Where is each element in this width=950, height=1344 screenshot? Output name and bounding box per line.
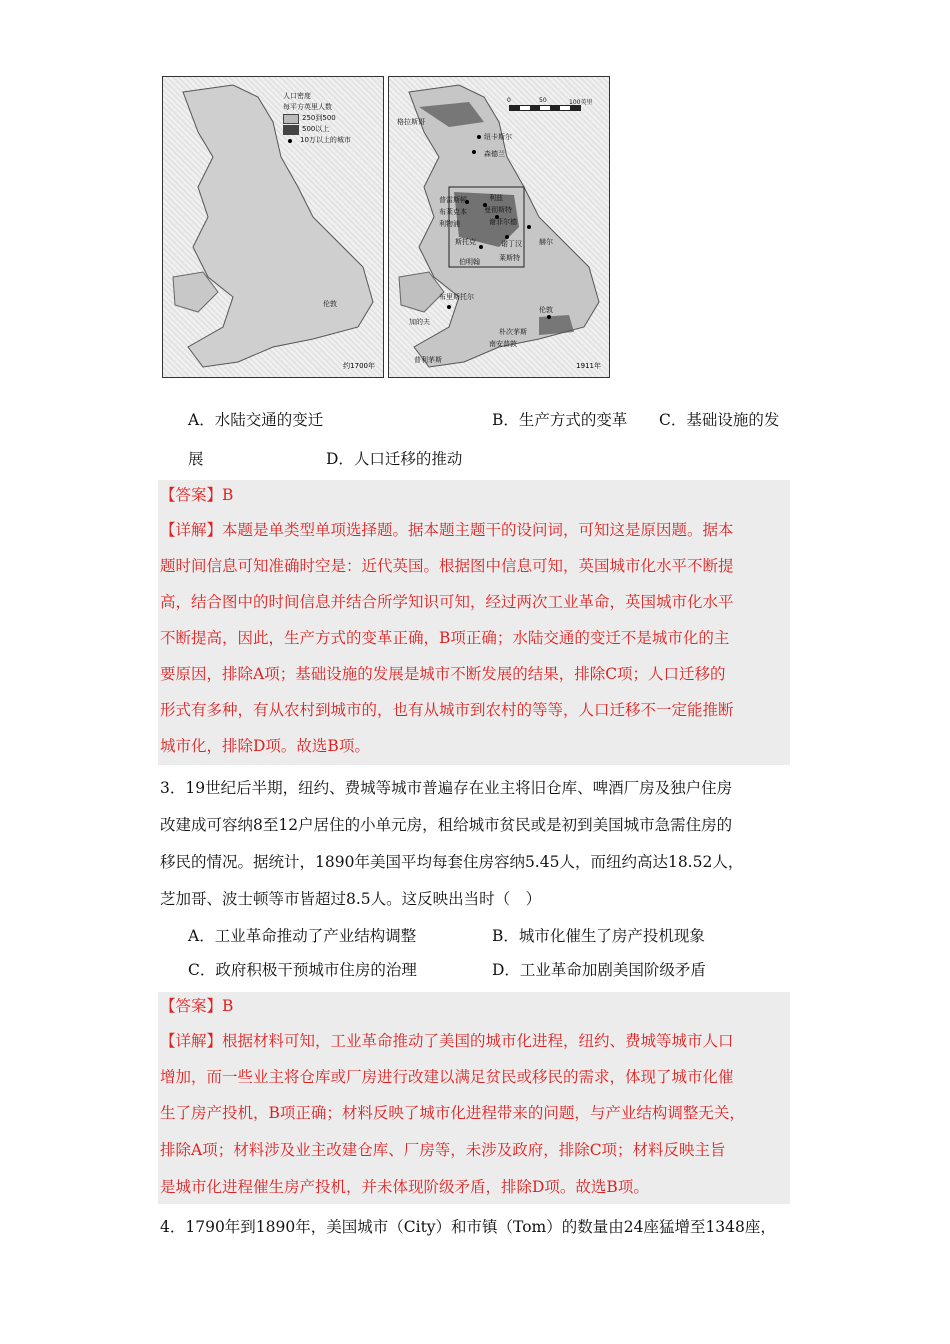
- map-city-label: 布里斯托尔: [439, 293, 474, 301]
- scale-label-50: 50: [539, 97, 547, 104]
- scale-label-0: 0: [507, 97, 511, 104]
- map-city-label: 布莱克本: [439, 208, 467, 216]
- map-city-label: 利物浦: [439, 220, 460, 228]
- map-city-label: 南安普敦: [489, 340, 517, 348]
- q3-option-d: D．工业革命加剧美国阶级矛盾: [492, 961, 706, 979]
- legend-row-city: [283, 135, 351, 146]
- map-city-label: 曼彻斯特: [484, 206, 512, 214]
- map-city-label: 诺丁汉: [501, 240, 522, 248]
- q4-stem-line: 4．1790年到1890年，美国城市（City）和市镇（Tom）的数量由24座猛增至1348座，: [160, 1218, 776, 1236]
- q2-explain-line: 不断提高，因此，生产方式的变革正确，B项正确；水陆交通的变迁不是城市化的主: [160, 629, 730, 647]
- light-swatch-icon: [283, 114, 299, 124]
- q3-stem-line: 3．19世纪后半期，纽约、费城等城市普遍存在业主将旧仓库、啤酒厂房及独户住房: [160, 779, 733, 797]
- map-city-label: 朴次茅斯: [499, 328, 527, 336]
- city-dot-icon: [288, 139, 292, 143]
- q3-explain-line: 增加，而一些业主将仓库或厂房进行改建以满足贫民或移民的需求，体现了城市化催: [160, 1068, 734, 1086]
- map-city-label: 莱斯特: [499, 254, 520, 262]
- map-year-label: 1911年: [576, 362, 601, 370]
- q3-explain-line: 排除A项；材料涉及业主改建仓库、厂房等，未涉及政府，排除C项；材料反映主旨: [160, 1141, 726, 1159]
- legend-subtitle: 每平方英里人数: [283, 103, 332, 111]
- q2-explain-line: 形式有多种，有从农村到城市的，也有从城市到农村的等等，人口迁移不一定能推断: [160, 701, 734, 719]
- map-1911: [388, 76, 610, 378]
- q3-option-a: A．工业革命推动了产业结构调整: [188, 927, 417, 945]
- q2-explain-line: 城市化，排除D项。故选B项。: [160, 737, 370, 755]
- q3-stem-line: 芝加哥、波士顿等市皆超过8.5人。这反映出当时（ ）: [160, 890, 542, 908]
- q2-option-c-continued: 展: [188, 450, 204, 468]
- map-city-label: 伯明翰: [459, 258, 480, 266]
- map-city-label: 纽卡斯尔: [484, 133, 512, 141]
- map-city-label: 普雷斯顿: [439, 196, 467, 204]
- q3-explain-line: 生了房产投机，B项正确；材料反映了城市化进程带来的问题，与产业结构调整无关，: [160, 1104, 745, 1122]
- q2-option-c: C．基础设施的发: [659, 411, 780, 429]
- map-legend: [283, 91, 351, 146]
- q3-explain-line: 是城市化进程催生房产投机，并未体现阶级矛盾，排除D项。故选B项。: [160, 1178, 649, 1196]
- map-city-label: 斯托克: [455, 238, 476, 246]
- map-year-label: 约1700年: [343, 362, 375, 370]
- q3-answer-block: [158, 992, 790, 1204]
- q2-explain-line: 高，结合图中的时间信息并结合所学知识可知，经过两次工业革命，英国城市化水平: [160, 593, 734, 611]
- q3-option-b: B．城市化催生了房产投机现象: [492, 927, 705, 945]
- q3-stem-line: 移民的情况。据统计，1890年美国平均每套住房容纳5.45人，而纽约高达18.52人，: [160, 853, 744, 871]
- map-city-label: 森德兰: [484, 150, 505, 158]
- map-city-label: 普利茅斯: [414, 356, 442, 364]
- legend-city-label: 10万以上的城市: [300, 136, 351, 144]
- legend-light-label: 250到500: [302, 114, 336, 122]
- legend-title: 人口密度: [283, 92, 311, 100]
- q2-option-d: D．人口迁移的推动: [326, 450, 463, 468]
- q3-stem-line: 改建成可容纳8至12户居住的小单元房，租给城市贫民或是初到美国城市急需住房的: [160, 816, 733, 834]
- q2-explain-line: 题时间信息可知准确时空是：近代英国。根据图中信息可知，英国城市化水平不断提: [160, 557, 734, 575]
- dark-swatch-icon: [283, 125, 299, 135]
- england-population-maps: [158, 72, 608, 380]
- q2-explain-line: 【详解】本题是单类型单项选择题。据本题主题干的设问词，可知这是原因题。据本: [160, 521, 734, 539]
- q2-option-b: B．生产方式的变革: [492, 411, 628, 429]
- q3-option-c: C．政府积极干预城市住房的治理: [188, 961, 417, 979]
- map-1700: [162, 76, 384, 378]
- q2-explain-line: 要原因，排除A项；基础设施的发展是城市不断发展的结果，排除C项；人口迁移的: [160, 665, 726, 683]
- map-city-label: 伦敦: [539, 306, 553, 314]
- q2-answer: 【答案】B: [160, 486, 234, 504]
- legend-dark-label: 500以上: [302, 125, 330, 133]
- map-city-label: 伦敦: [323, 300, 337, 308]
- legend-row-dark: [283, 124, 351, 135]
- map-city-label: 谢菲尔德: [489, 218, 517, 226]
- legend-row-light: [283, 113, 351, 124]
- map-city-label: 格拉斯哥: [397, 118, 425, 126]
- map-city-label: 赫尔: [539, 238, 553, 246]
- map-city-label: 利兹: [489, 194, 503, 202]
- q3-answer: 【答案】B: [160, 997, 234, 1015]
- q3-explain-line: 【详解】根据材料可知，工业革命推动了美国的城市化进程，纽约、费城等城市人口: [160, 1032, 734, 1050]
- map-city-label: 加的夫: [409, 318, 430, 326]
- scale-label-100: 100英里: [569, 99, 593, 106]
- q2-option-a: A．水陆交通的变迁: [188, 411, 324, 429]
